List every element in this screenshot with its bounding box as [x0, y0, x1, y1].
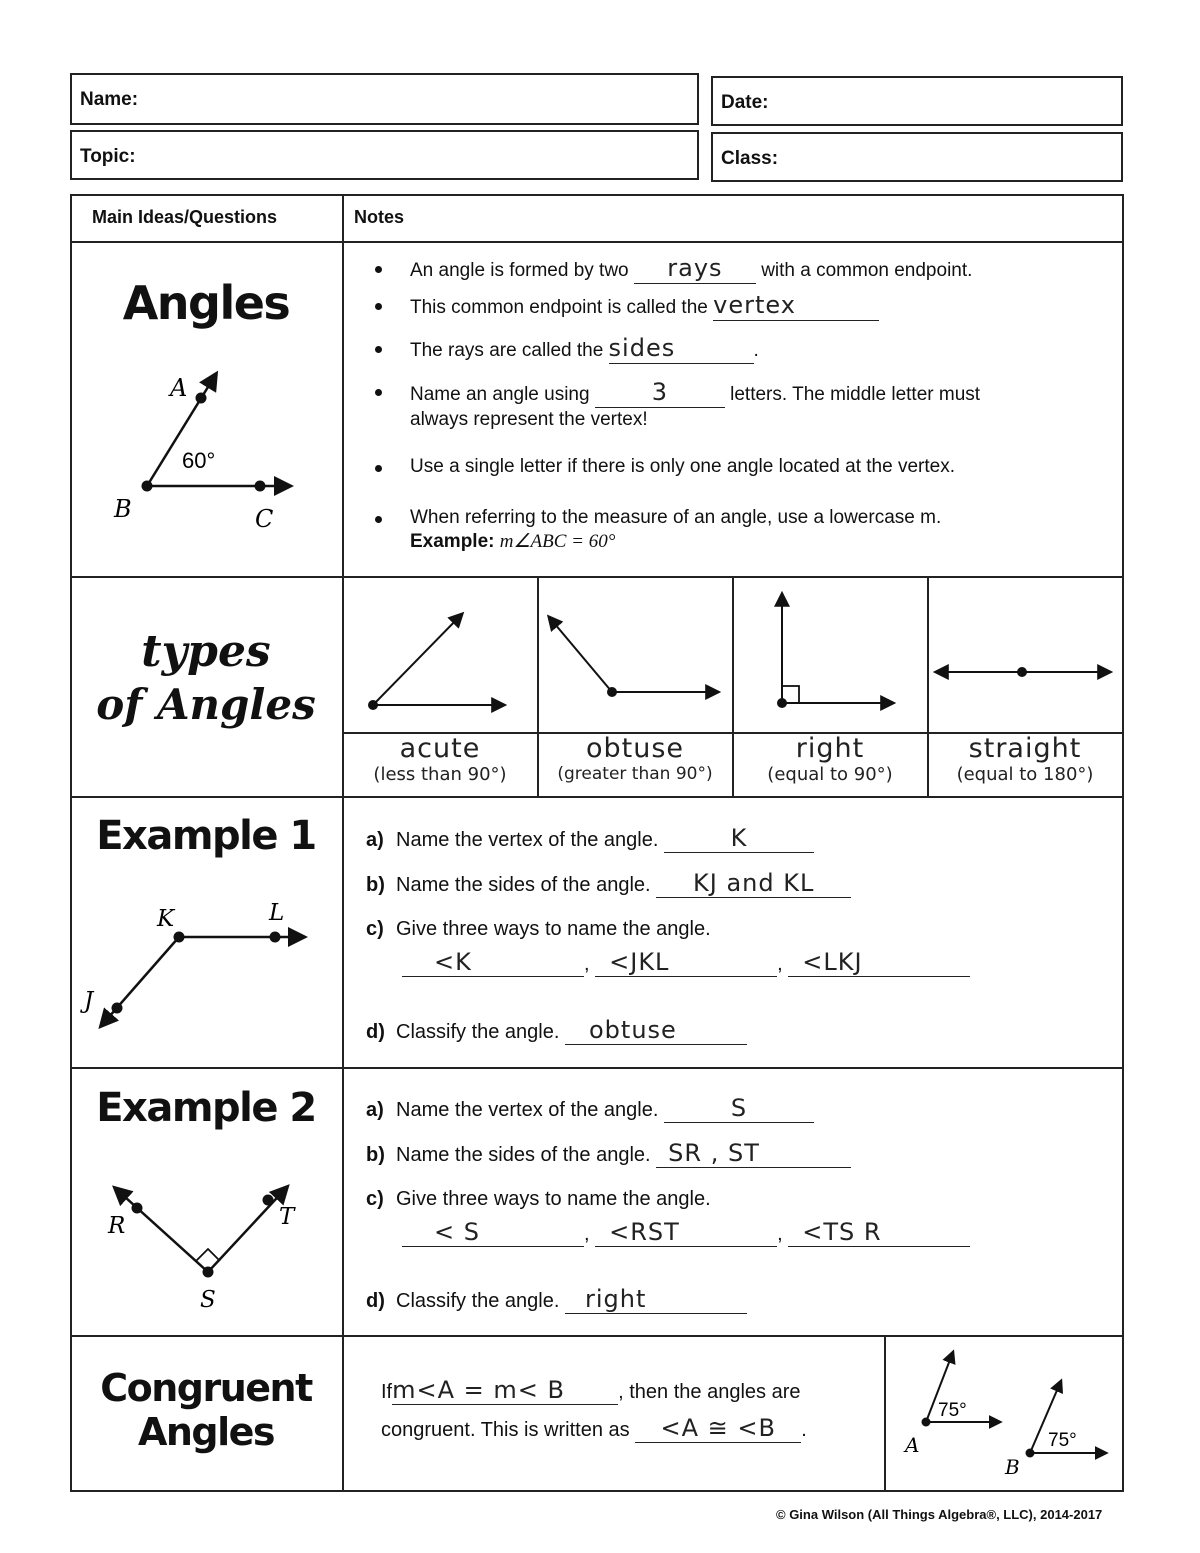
- topic-label: Topic:: [80, 146, 136, 167]
- obtuse-angle-diagram: [549, 617, 718, 697]
- label-l: L: [269, 900, 285, 926]
- label-60: 60°: [182, 448, 216, 473]
- types-title-line1: types: [141, 626, 271, 677]
- label-angle-a: A: [905, 1433, 920, 1457]
- acute-angle-diagram: [368, 614, 504, 710]
- congruent-sentence-1: Ifm<A = m< B , then the angles are: [381, 1376, 801, 1404]
- note-1: An angle is formed by two rays with a common endpoint.: [410, 254, 973, 282]
- label-s: S: [200, 1287, 216, 1313]
- col-header-notes: Notes: [354, 207, 405, 227]
- ex1-question-d: d) Classify the angle. obtuse: [366, 1016, 747, 1045]
- class-label: Class:: [721, 148, 779, 169]
- ex2-question-c: c) Give three ways to name the angle.: [366, 1188, 711, 1210]
- congruent-sentence-2: congruent. This is written as <A ≅ <B .: [381, 1414, 807, 1442]
- note-3: The rays are called the sides .: [410, 334, 759, 362]
- congruent-title-line2: Angles: [137, 1410, 275, 1454]
- col-header-main-ideas: Main Ideas/Questions: [92, 207, 278, 227]
- copyright-footer: © Gina Wilson (All Things Algebra®, LLC), 2014-2017: [776, 1507, 1103, 1522]
- label-75-a: 75°: [938, 1400, 967, 1421]
- label-k: K: [157, 906, 175, 932]
- example2-diagram: [90, 1175, 320, 1315]
- ex2-answers-c: < S , <RST , <TS R: [402, 1218, 970, 1247]
- types-title-line2: of Angles: [96, 680, 316, 729]
- type-obtuse: obtuse (greater than 90°): [557, 733, 713, 784]
- congruent-diagram: [890, 1340, 1120, 1485]
- note-6: When referring to the measure of an angle, use a lowercase m. Example: m∠ABC = 60°: [410, 507, 942, 552]
- note-5: Use a single letter if there is only one angle located at the vertex.: [410, 456, 955, 477]
- type-right: right (equal to 90°): [767, 733, 893, 785]
- straight-angle-diagram: [936, 667, 1110, 677]
- label-t: T: [279, 1204, 295, 1230]
- note-2: This common endpoint is called the vertex: [410, 293, 879, 321]
- label-r: R: [108, 1213, 126, 1239]
- example2-title: Example 2: [96, 1085, 316, 1131]
- label-angle-b: B: [1005, 1455, 1020, 1479]
- right-angle-diagram: [777, 594, 893, 708]
- name-label: Name:: [80, 89, 139, 110]
- ex1-answers-c: <K , <JKL , <LKJ: [402, 948, 970, 977]
- date-label: Date:: [721, 92, 769, 113]
- type-acute: acute (less than 90°): [373, 733, 507, 785]
- label-c: C: [255, 505, 274, 533]
- label-j: J: [84, 988, 94, 1014]
- example1-title: Example 1: [96, 813, 316, 859]
- angles-title: Angles: [122, 276, 290, 330]
- ex1-question-b: b) Name the sides of the angle. KJ and KL: [366, 869, 851, 898]
- label-b: B: [114, 495, 132, 523]
- ex2-question-b: b) Name the sides of the angle. SR , ST: [366, 1139, 851, 1168]
- ex1-question-a: a) Name the vertex of the angle. K: [366, 824, 814, 853]
- ex2-question-a: a) Name the vertex of the angle. S: [366, 1094, 814, 1123]
- note-4: Name an angle using 3 letters. The middle letter must always represent the vertex!: [410, 378, 981, 430]
- label-75-b: 75°: [1048, 1430, 1077, 1451]
- label-a: A: [170, 374, 188, 402]
- example1-diagram: [70, 890, 330, 1040]
- congruent-title-line1: Congruent: [100, 1366, 312, 1410]
- type-straight: straight (equal to 180°): [956, 733, 1094, 785]
- ex1-question-c: c) Give three ways to name the angle.: [366, 918, 711, 940]
- ex2-question-d: d) Classify the angle. right: [366, 1285, 747, 1314]
